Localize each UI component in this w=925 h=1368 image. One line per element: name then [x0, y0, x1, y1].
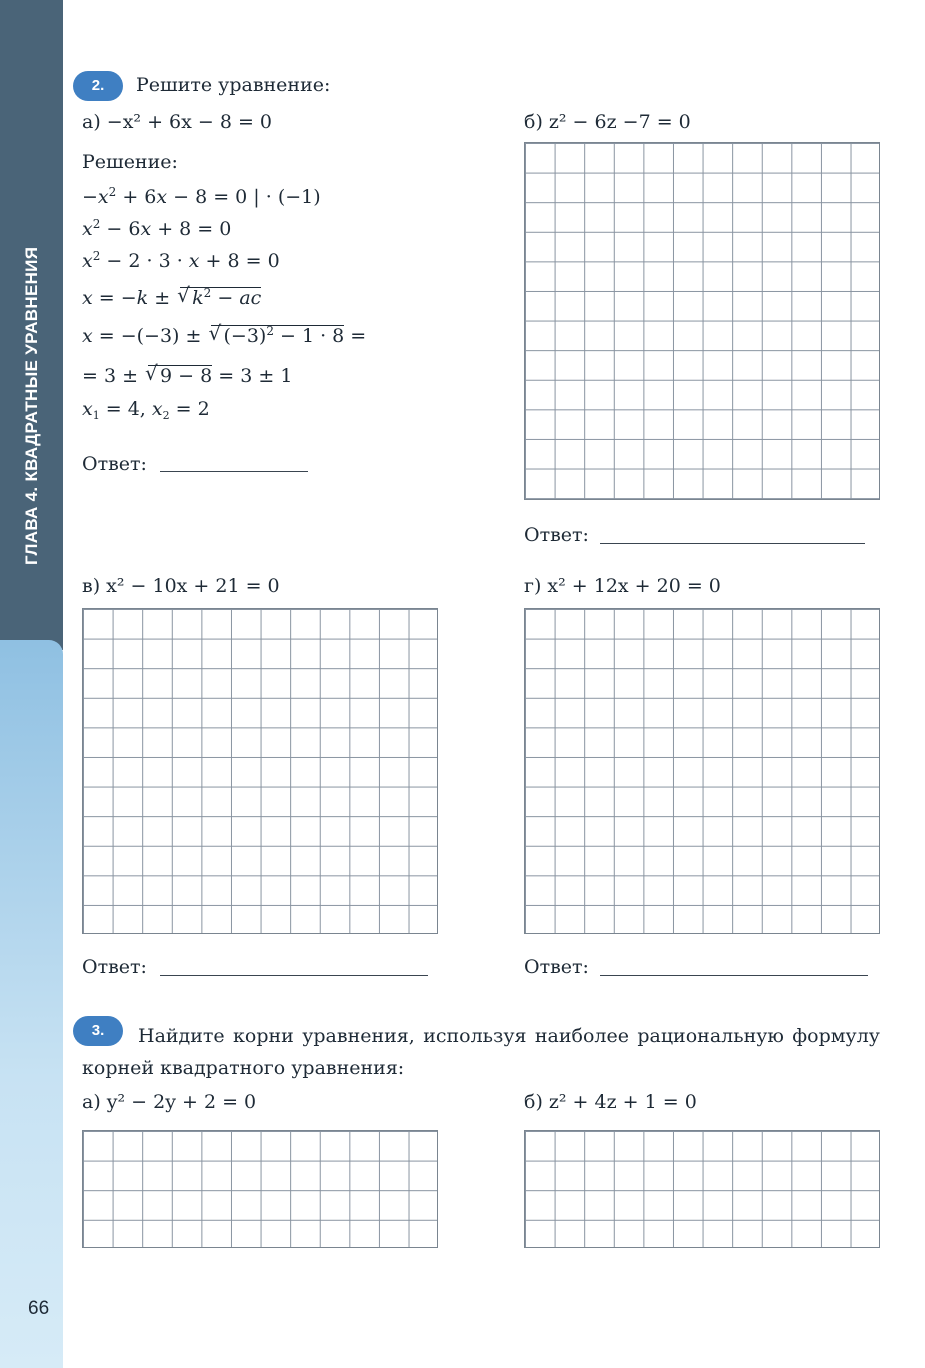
grid-2g[interactable]	[524, 608, 880, 934]
solution-step-3: $x^2 - 2 \cdot 3 \cdot x + 8 = 0$	[82, 249, 280, 272]
solution-step-7: $x_1 = 4$, $x_2 = 2$	[82, 398, 210, 422]
solution-step-1: $-x^2 + 6x - 8 = 0$ | · (−1)	[82, 185, 321, 208]
task-3-text: Найдите корни уравнения, используя наиболее рациональную формулу корней квадратного уравнения:	[82, 1025, 880, 1079]
grid-3a[interactable]	[82, 1130, 438, 1248]
solution-step-2: $x^2 - 6x + 8 = 0$	[82, 217, 232, 240]
solution-step-6: = 3 ± √ 9 − 8 = 3 ± 1	[82, 365, 292, 387]
answer-line-2b[interactable]	[600, 543, 865, 544]
solution-step-4: x = −k ± √ $k^2$ − ac	[82, 287, 261, 309]
task-3b-equation: б) z² + 4z + 1 = 0	[524, 1091, 697, 1113]
solution-label: Решение:	[82, 151, 178, 173]
grid-2v[interactable]	[82, 608, 438, 934]
answer-line-2a[interactable]	[160, 471, 308, 472]
task-2g-equation: г) x² + 12x + 20 = 0	[524, 575, 721, 597]
answer-label-2a: Ответ:	[82, 453, 147, 475]
task-2-heading: Решите уравнение:	[136, 74, 331, 96]
answer-line-2v[interactable]	[160, 975, 428, 976]
task-2b-equation: б) z² − 6z −7 = 0	[524, 111, 691, 133]
task-2-badge: 2.	[73, 71, 123, 101]
task-3-badge: 3.	[73, 1016, 123, 1046]
chapter-title: ГЛАВА 4. КВАДРАТНЫЕ УРАВНЕНИЯ	[22, 246, 41, 565]
task-2v-equation: в) x² − 10x + 21 = 0	[82, 575, 280, 597]
grid-2b[interactable]	[524, 142, 880, 500]
sidebar-lower-band	[0, 640, 63, 1368]
task-3a-equation: а) y² − 2y + 2 = 0	[82, 1091, 257, 1113]
answer-label-2v: Ответ:	[82, 956, 147, 978]
page-number: 66	[28, 1298, 50, 1319]
answer-label-2b: Ответ:	[524, 524, 589, 546]
solution-step-5: x = −(−3) ± √ $(-3)^2 - 1 \cdot 8$ =	[82, 325, 366, 347]
task-2a-equation: а) −x² + 6x − 8 = 0	[82, 111, 273, 133]
answer-line-2g[interactable]	[600, 975, 868, 976]
grid-3b[interactable]	[524, 1130, 880, 1248]
answer-label-2g: Ответ:	[524, 956, 589, 978]
